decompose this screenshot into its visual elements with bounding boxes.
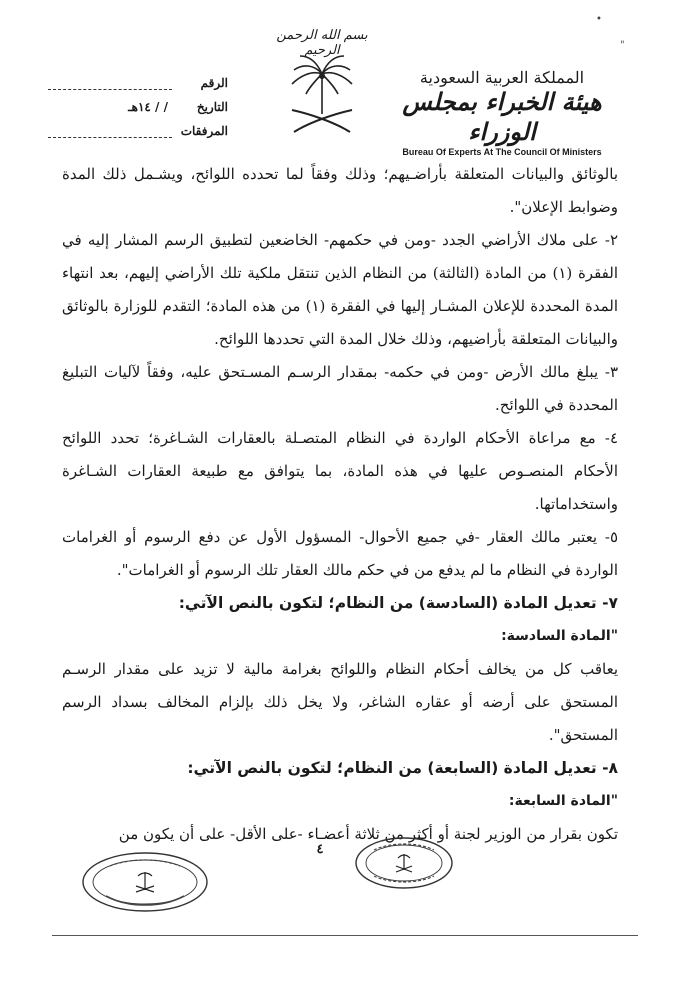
number-label: الرقم <box>200 76 228 90</box>
article-6-title: "المادة السادسة: <box>501 628 618 644</box>
number-line <box>48 75 172 90</box>
attachments-line <box>48 123 172 138</box>
clause-5: ٥- يعتبر مالك العقار -في جميع الأحوال- المسؤول الأول عن دفع الرسوم أو الغرامات الواردة في النظام ما لم يدفع من في حكم مالك العقار تلك الرسوم أو الغرامات". <box>62 528 618 579</box>
bureau-name-english: Bureau Of Experts At The Council Of Ministers <box>402 147 602 157</box>
document-body <box>62 158 618 851</box>
palm-swords-emblem-icon <box>286 52 358 138</box>
reference-fields <box>48 66 228 138</box>
corner-quote-icon: " <box>620 40 625 51</box>
attachments-label: المرفقات <box>180 124 228 138</box>
footer-rule <box>52 935 638 936</box>
basmala: بسم الله الرحمن الرحيم <box>276 28 368 58</box>
clause-2: ٢- على ملاك الأراضي الجدد -ومن في حكمهم- الخاضعين لتطبيق الرسم المشار إليه في الفقرة (١) من المادة (الثالثة) من النظام الذين تنتقل ملكية تلك الأراضي إليهم، بعد انتهاء المدة المحددة للإعلان المشـار إليها في الفقرة (١) من هذه المادة؛ التقدم للوزارة بالوثائق والبيانات المتعلقة بأراضيهم، وذلك خلال المدة التي تحددها اللوائح. <box>62 231 619 348</box>
attachments-field <box>48 114 228 138</box>
clause-4: ٤- مع مراعاة الأحكام الواردة في النظام المتصـلة بالعقارات الشـاغرة؛ تحدد اللوائح الأحكام المنصـوص عليها في هذه المادة، بما يتوافق مع طبيعة العقارات الشـاغرة واستخداماتها. <box>62 429 618 513</box>
date-value: / / ١٤هـ <box>128 100 168 114</box>
date-label: التاريخ <box>196 100 228 114</box>
official-seal-right-icon <box>354 836 454 890</box>
page-number: ٤ <box>316 842 324 857</box>
date-field <box>48 90 228 114</box>
amendment-7-heading: ٧- تعديل المادة (السادسة) من النظام؛ لتكون بالنص الآتي: <box>178 594 618 612</box>
article-7-text: تكون بقرار من الوزير لجنة أو أكثر من ثلاثة أعضـاء -على الأقل- على أن يكون من <box>118 825 618 843</box>
kingdom-name: المملكة العربية السعودية <box>419 68 585 87</box>
paragraph-continuation: بالوثائق والبيانات المتعلقة بأراضـيهم؛ وذلك وفقاً لما تحدده اللوائح، ويشـمل ذلك المدة وضوابط الإعلان". <box>62 165 618 216</box>
clause-3: ٣- يبلغ مالك الأرض -ومن في حكمه- بمقدار الرسـم المسـتحق عليه، وفقاً لآليات التبليغ المحددة في اللوائح. <box>62 363 618 414</box>
corner-dot-icon: • <box>596 14 602 25</box>
official-seal-left-icon <box>80 850 210 914</box>
article-7-title: "المادة السابعة: <box>508 793 618 809</box>
article-6-text: يعاقب كل من يخالف أحكام النظام واللوائح بغرامة مالية لا تزيد على مقدار الرسـم المستحق على أرضه أو عقاره الشاغر، ولا يخل ذلك بإلزام المخالف بسداد الرسم المستحق". <box>62 660 618 744</box>
bureau-name-arabic: هيئة الخبراء بمجلس الوزراء <box>402 87 602 146</box>
amendment-8-heading: ٨- تعديل المادة (السابعة) من النظام؛ لتكون بالنص الآتي: <box>187 759 618 777</box>
organization-header <box>402 68 602 157</box>
number-field <box>48 66 228 90</box>
